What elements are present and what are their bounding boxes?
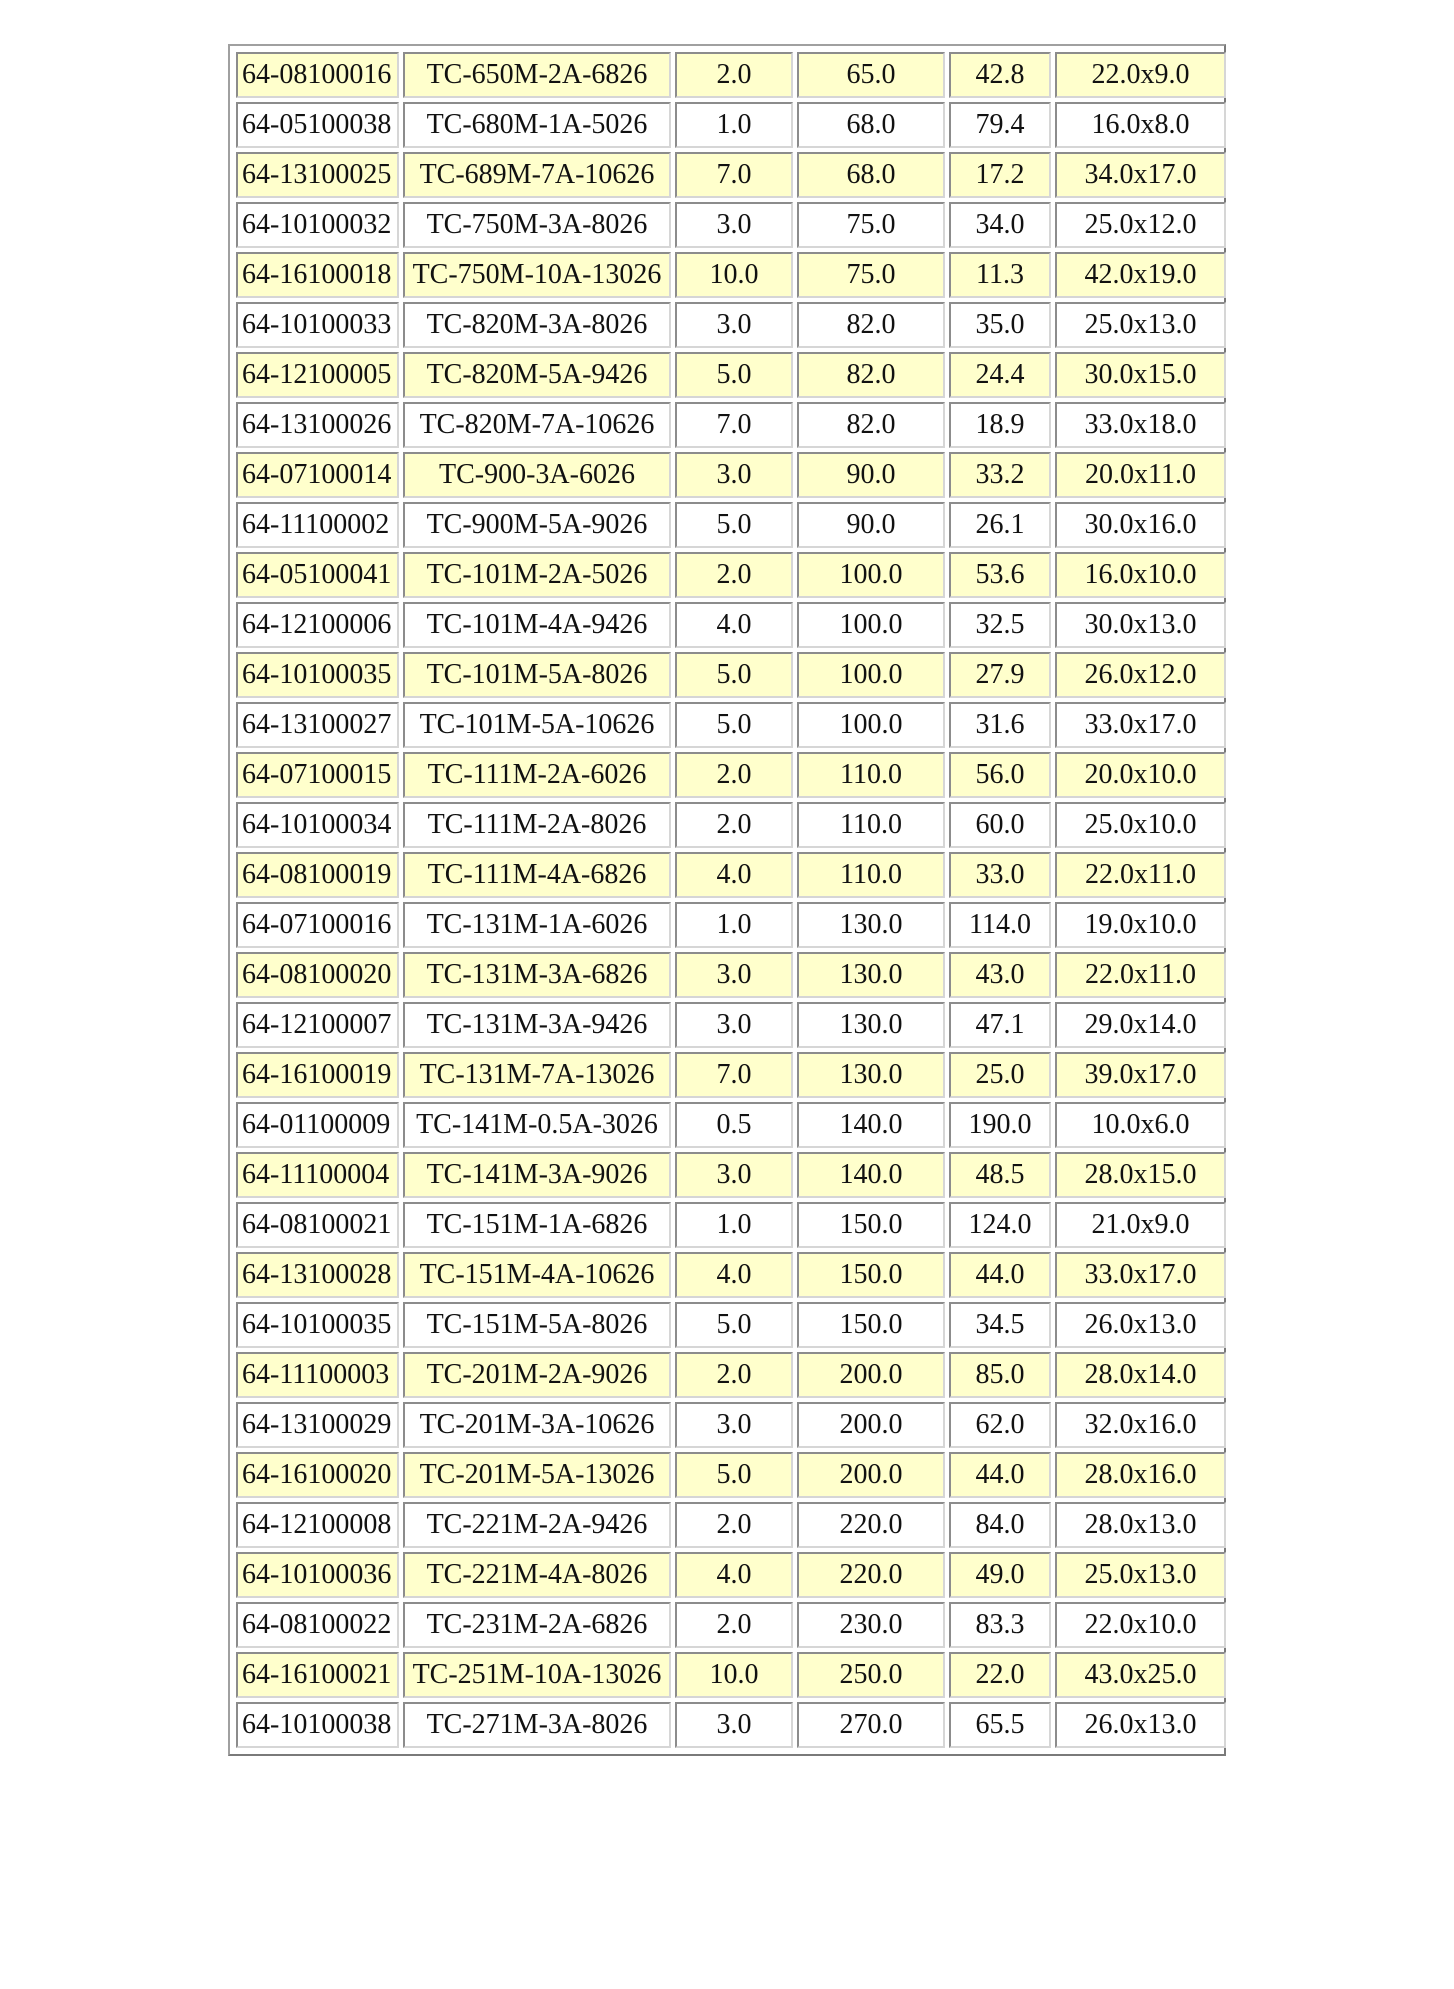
inductance-cell: 75.0 (797, 252, 945, 298)
inductance-cell: 220.0 (797, 1502, 945, 1548)
size-cell: 29.0x14.0 (1055, 1002, 1226, 1048)
current-cell: 2.0 (675, 1602, 793, 1648)
size-cell: 25.0x10.0 (1055, 802, 1226, 848)
current-cell: 3.0 (675, 1702, 793, 1748)
model-cell: TC-151M-4A-10626 (403, 1252, 671, 1298)
resistance-cell: 35.0 (949, 302, 1051, 348)
resistance-cell: 34.5 (949, 1302, 1051, 1348)
resistance-cell: 114.0 (949, 902, 1051, 948)
table-row (236, 152, 1226, 198)
part-code-cell: 64-10100033 (236, 302, 399, 348)
table-row (236, 1302, 1226, 1348)
size-cell: 28.0x15.0 (1055, 1152, 1226, 1198)
current-cell: 10.0 (675, 1652, 793, 1698)
size-cell: 16.0x8.0 (1055, 102, 1226, 148)
current-cell: 5.0 (675, 352, 793, 398)
current-cell: 7.0 (675, 1052, 793, 1098)
size-cell: 26.0x12.0 (1055, 652, 1226, 698)
resistance-cell: 44.0 (949, 1452, 1051, 1498)
product-table (228, 44, 1226, 1756)
table-row (236, 1002, 1226, 1048)
table-row (236, 1552, 1226, 1598)
size-cell: 43.0x25.0 (1055, 1652, 1226, 1698)
resistance-cell: 42.8 (949, 52, 1051, 98)
part-code-cell: 64-10100035 (236, 1302, 399, 1348)
table-row (236, 252, 1226, 298)
resistance-cell: 22.0 (949, 1652, 1051, 1698)
table-row (236, 1652, 1226, 1698)
resistance-cell: 32.5 (949, 602, 1051, 648)
current-cell: 5.0 (675, 1302, 793, 1348)
current-cell: 3.0 (675, 1152, 793, 1198)
current-cell: 3.0 (675, 202, 793, 248)
table-row (236, 402, 1226, 448)
model-cell: TC-101M-4A-9426 (403, 602, 671, 648)
part-code-cell: 64-10100032 (236, 202, 399, 248)
resistance-cell: 33.0 (949, 852, 1051, 898)
table-row (236, 1052, 1226, 1098)
size-cell: 30.0x15.0 (1055, 352, 1226, 398)
inductance-cell: 90.0 (797, 502, 945, 548)
inductance-cell: 82.0 (797, 352, 945, 398)
resistance-cell: 17.2 (949, 152, 1051, 198)
resistance-cell: 18.9 (949, 402, 1051, 448)
model-cell: TC-151M-5A-8026 (403, 1302, 671, 1348)
size-cell: 30.0x13.0 (1055, 602, 1226, 648)
size-cell: 28.0x13.0 (1055, 1502, 1226, 1548)
current-cell: 5.0 (675, 652, 793, 698)
table-row (236, 302, 1226, 348)
part-code-cell: 64-13100029 (236, 1402, 399, 1448)
part-code-cell: 64-16100019 (236, 1052, 399, 1098)
model-cell: TC-141M-0.5A-3026 (403, 1102, 671, 1148)
inductance-cell: 150.0 (797, 1252, 945, 1298)
size-cell: 28.0x14.0 (1055, 1352, 1226, 1398)
table-row (236, 1402, 1226, 1448)
model-cell: TC-820M-7A-10626 (403, 402, 671, 448)
table-row (236, 752, 1226, 798)
model-cell: TC-111M-2A-6026 (403, 752, 671, 798)
inductance-cell: 75.0 (797, 202, 945, 248)
resistance-cell: 79.4 (949, 102, 1051, 148)
table-row (236, 1502, 1226, 1548)
inductance-cell: 90.0 (797, 452, 945, 498)
size-cell: 28.0x16.0 (1055, 1452, 1226, 1498)
part-code-cell: 64-13100028 (236, 1252, 399, 1298)
table-row (236, 702, 1226, 748)
table-row (236, 502, 1226, 548)
inductance-cell: 200.0 (797, 1452, 945, 1498)
current-cell: 3.0 (675, 452, 793, 498)
table-row (236, 202, 1226, 248)
model-cell: TC-231M-2A-6826 (403, 1602, 671, 1648)
resistance-cell: 44.0 (949, 1252, 1051, 1298)
current-cell: 2.0 (675, 802, 793, 848)
model-cell: TC-750M-3A-8026 (403, 202, 671, 248)
inductance-cell: 110.0 (797, 752, 945, 798)
model-cell: TC-131M-7A-13026 (403, 1052, 671, 1098)
resistance-cell: 84.0 (949, 1502, 1051, 1548)
inductance-cell: 250.0 (797, 1652, 945, 1698)
model-cell: TC-201M-2A-9026 (403, 1352, 671, 1398)
current-cell: 4.0 (675, 852, 793, 898)
table-row (236, 52, 1226, 98)
table-row (236, 1152, 1226, 1198)
current-cell: 4.0 (675, 602, 793, 648)
table-row (236, 1452, 1226, 1498)
size-cell: 22.0x10.0 (1055, 1602, 1226, 1648)
inductance-cell: 82.0 (797, 302, 945, 348)
inductance-cell: 270.0 (797, 1702, 945, 1748)
table-row (236, 1352, 1226, 1398)
table-row (236, 852, 1226, 898)
resistance-cell: 47.1 (949, 1002, 1051, 1048)
part-code-cell: 64-12100006 (236, 602, 399, 648)
inductance-cell: 130.0 (797, 952, 945, 998)
model-cell: TC-820M-3A-8026 (403, 302, 671, 348)
size-cell: 20.0x10.0 (1055, 752, 1226, 798)
inductance-cell: 68.0 (797, 152, 945, 198)
resistance-cell: 49.0 (949, 1552, 1051, 1598)
model-cell: TC-131M-1A-6026 (403, 902, 671, 948)
model-cell: TC-101M-5A-8026 (403, 652, 671, 698)
resistance-cell: 25.0 (949, 1052, 1051, 1098)
part-code-cell: 64-05100041 (236, 552, 399, 598)
current-cell: 7.0 (675, 402, 793, 448)
size-cell: 21.0x9.0 (1055, 1202, 1226, 1248)
model-cell: TC-271M-3A-8026 (403, 1702, 671, 1748)
resistance-cell: 85.0 (949, 1352, 1051, 1398)
inductance-cell: 150.0 (797, 1202, 945, 1248)
part-code-cell: 64-12100008 (236, 1502, 399, 1548)
resistance-cell: 190.0 (949, 1102, 1051, 1148)
current-cell: 1.0 (675, 102, 793, 148)
part-code-cell: 64-11100003 (236, 1352, 399, 1398)
inductance-cell: 140.0 (797, 1102, 945, 1148)
part-code-cell: 64-01100009 (236, 1102, 399, 1148)
table-row (236, 1202, 1226, 1248)
inductance-cell: 230.0 (797, 1602, 945, 1648)
inductance-cell: 150.0 (797, 1302, 945, 1348)
size-cell: 22.0x9.0 (1055, 52, 1226, 98)
part-code-cell: 64-10100038 (236, 1702, 399, 1748)
table-row (236, 1702, 1226, 1748)
model-cell: TC-680M-1A-5026 (403, 102, 671, 148)
current-cell: 1.0 (675, 902, 793, 948)
model-cell: TC-201M-3A-10626 (403, 1402, 671, 1448)
model-cell: TC-111M-2A-8026 (403, 802, 671, 848)
model-cell: TC-221M-4A-8026 (403, 1552, 671, 1598)
resistance-cell: 83.3 (949, 1602, 1051, 1648)
inductance-cell: 110.0 (797, 802, 945, 848)
table-row (236, 1252, 1226, 1298)
part-code-cell: 64-08100022 (236, 1602, 399, 1648)
current-cell: 5.0 (675, 502, 793, 548)
resistance-cell: 56.0 (949, 752, 1051, 798)
current-cell: 2.0 (675, 1502, 793, 1548)
resistance-cell: 62.0 (949, 1402, 1051, 1448)
current-cell: 2.0 (675, 52, 793, 98)
inductance-cell: 100.0 (797, 702, 945, 748)
current-cell: 3.0 (675, 1402, 793, 1448)
table-row (236, 452, 1226, 498)
model-cell: TC-101M-5A-10626 (403, 702, 671, 748)
model-cell: TC-900-3A-6026 (403, 452, 671, 498)
size-cell: 25.0x13.0 (1055, 1552, 1226, 1598)
resistance-cell: 53.6 (949, 552, 1051, 598)
current-cell: 5.0 (675, 1452, 793, 1498)
size-cell: 25.0x13.0 (1055, 302, 1226, 348)
inductance-cell: 68.0 (797, 102, 945, 148)
resistance-cell: 124.0 (949, 1202, 1051, 1248)
part-code-cell: 64-16100018 (236, 252, 399, 298)
inductance-cell: 200.0 (797, 1402, 945, 1448)
part-code-cell: 64-07100016 (236, 902, 399, 948)
table-row (236, 952, 1226, 998)
part-code-cell: 64-08100021 (236, 1202, 399, 1248)
size-cell: 22.0x11.0 (1055, 952, 1226, 998)
inductance-cell: 200.0 (797, 1352, 945, 1398)
current-cell: 0.5 (675, 1102, 793, 1148)
current-cell: 7.0 (675, 152, 793, 198)
resistance-cell: 60.0 (949, 802, 1051, 848)
inductance-cell: 100.0 (797, 652, 945, 698)
part-code-cell: 64-11100002 (236, 502, 399, 548)
model-cell: TC-221M-2A-9426 (403, 1502, 671, 1548)
inductance-cell: 130.0 (797, 1052, 945, 1098)
current-cell: 2.0 (675, 552, 793, 598)
model-cell: TC-101M-2A-5026 (403, 552, 671, 598)
size-cell: 20.0x11.0 (1055, 452, 1226, 498)
part-code-cell: 64-16100020 (236, 1452, 399, 1498)
size-cell: 33.0x17.0 (1055, 702, 1226, 748)
size-cell: 26.0x13.0 (1055, 1302, 1226, 1348)
resistance-cell: 26.1 (949, 502, 1051, 548)
size-cell: 39.0x17.0 (1055, 1052, 1226, 1098)
table-row (236, 602, 1226, 648)
resistance-cell: 24.4 (949, 352, 1051, 398)
current-cell: 1.0 (675, 1202, 793, 1248)
inductance-cell: 140.0 (797, 1152, 945, 1198)
size-cell: 25.0x12.0 (1055, 202, 1226, 248)
size-cell: 32.0x16.0 (1055, 1402, 1226, 1448)
table-row (236, 102, 1226, 148)
model-cell: TC-111M-4A-6826 (403, 852, 671, 898)
resistance-cell: 43.0 (949, 952, 1051, 998)
table-row (236, 1602, 1226, 1648)
inductance-cell: 65.0 (797, 52, 945, 98)
inductance-cell: 82.0 (797, 402, 945, 448)
size-cell: 16.0x10.0 (1055, 552, 1226, 598)
current-cell: 3.0 (675, 1002, 793, 1048)
resistance-cell: 48.5 (949, 1152, 1051, 1198)
model-cell: TC-689M-7A-10626 (403, 152, 671, 198)
table-row (236, 552, 1226, 598)
current-cell: 10.0 (675, 252, 793, 298)
size-cell: 10.0x6.0 (1055, 1102, 1226, 1148)
model-cell: TC-820M-5A-9426 (403, 352, 671, 398)
inductance-cell: 220.0 (797, 1552, 945, 1598)
current-cell: 3.0 (675, 952, 793, 998)
size-cell: 33.0x17.0 (1055, 1252, 1226, 1298)
part-code-cell: 64-13100026 (236, 402, 399, 448)
size-cell: 42.0x19.0 (1055, 252, 1226, 298)
size-cell: 34.0x17.0 (1055, 152, 1226, 198)
model-cell: TC-251M-10A-13026 (403, 1652, 671, 1698)
inductance-cell: 100.0 (797, 602, 945, 648)
current-cell: 4.0 (675, 1252, 793, 1298)
part-code-cell: 64-05100038 (236, 102, 399, 148)
part-code-cell: 64-11100004 (236, 1152, 399, 1198)
part-code-cell: 64-13100025 (236, 152, 399, 198)
size-cell: 26.0x13.0 (1055, 1702, 1226, 1748)
model-cell: TC-131M-3A-9426 (403, 1002, 671, 1048)
part-code-cell: 64-08100020 (236, 952, 399, 998)
size-cell: 19.0x10.0 (1055, 902, 1226, 948)
current-cell: 3.0 (675, 302, 793, 348)
table-row (236, 352, 1226, 398)
part-code-cell: 64-08100019 (236, 852, 399, 898)
product-table-grid (232, 48, 1230, 1752)
resistance-cell: 33.2 (949, 452, 1051, 498)
model-cell: TC-151M-1A-6826 (403, 1202, 671, 1248)
part-code-cell: 64-07100014 (236, 452, 399, 498)
table-row (236, 902, 1226, 948)
model-cell: TC-900M-5A-9026 (403, 502, 671, 548)
part-code-cell: 64-08100016 (236, 52, 399, 98)
part-code-cell: 64-12100005 (236, 352, 399, 398)
resistance-cell: 65.5 (949, 1702, 1051, 1748)
part-code-cell: 64-12100007 (236, 1002, 399, 1048)
part-code-cell: 64-10100035 (236, 652, 399, 698)
model-cell: TC-750M-10A-13026 (403, 252, 671, 298)
resistance-cell: 31.6 (949, 702, 1051, 748)
table-row (236, 1102, 1226, 1148)
size-cell: 33.0x18.0 (1055, 402, 1226, 448)
part-code-cell: 64-16100021 (236, 1652, 399, 1698)
current-cell: 4.0 (675, 1552, 793, 1598)
part-code-cell: 64-13100027 (236, 702, 399, 748)
inductance-cell: 100.0 (797, 552, 945, 598)
current-cell: 2.0 (675, 1352, 793, 1398)
inductance-cell: 130.0 (797, 1002, 945, 1048)
model-cell: TC-201M-5A-13026 (403, 1452, 671, 1498)
table-row (236, 652, 1226, 698)
current-cell: 2.0 (675, 752, 793, 798)
resistance-cell: 34.0 (949, 202, 1051, 248)
model-cell: TC-141M-3A-9026 (403, 1152, 671, 1198)
size-cell: 22.0x11.0 (1055, 852, 1226, 898)
model-cell: TC-131M-3A-6826 (403, 952, 671, 998)
resistance-cell: 27.9 (949, 652, 1051, 698)
resistance-cell: 11.3 (949, 252, 1051, 298)
size-cell: 30.0x16.0 (1055, 502, 1226, 548)
inductance-cell: 110.0 (797, 852, 945, 898)
inductance-cell: 130.0 (797, 902, 945, 948)
table-body (236, 52, 1226, 1748)
part-code-cell: 64-10100036 (236, 1552, 399, 1598)
current-cell: 5.0 (675, 702, 793, 748)
part-code-cell: 64-07100015 (236, 752, 399, 798)
table-row (236, 802, 1226, 848)
model-cell: TC-650M-2A-6826 (403, 52, 671, 98)
part-code-cell: 64-10100034 (236, 802, 399, 848)
